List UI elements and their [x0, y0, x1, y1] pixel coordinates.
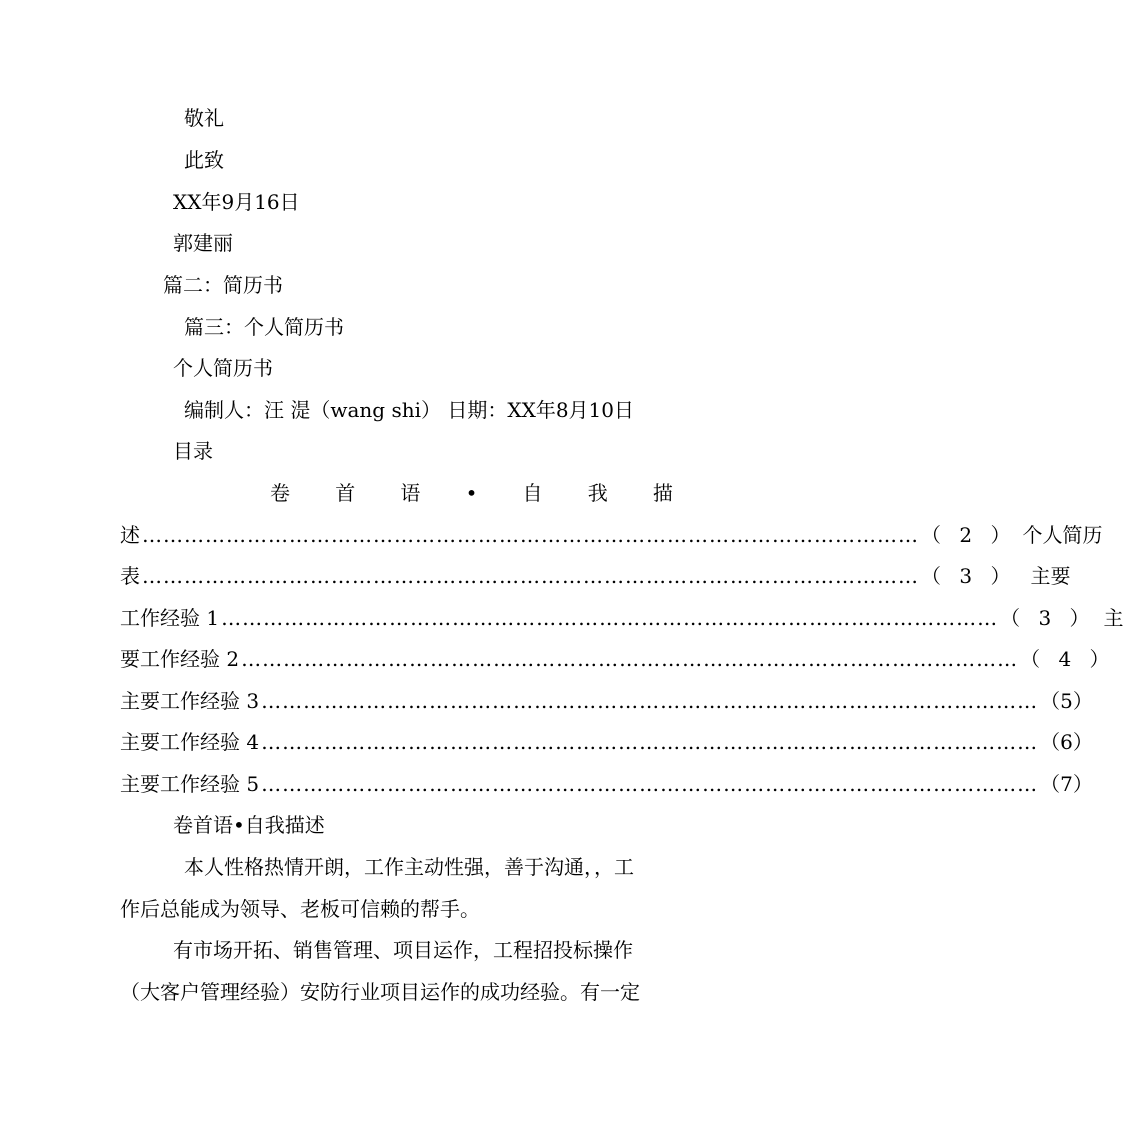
- toc-leader-dots: …………………………………………………………………………………………………: [261, 730, 1039, 754]
- toc-page-number: （ 2 ）: [921, 523, 1017, 547]
- toc-page-number: （7）: [1040, 772, 1093, 796]
- toc-leader-dots: …………………………………………………………………………………………………: [221, 606, 999, 630]
- contents-heading: 目录: [173, 439, 213, 463]
- toc-line-4: [120, 605, 1124, 631]
- closing-salute: 此致: [184, 148, 224, 172]
- toc-line-1: [270, 480, 673, 506]
- toc-page-number: （ 3 ）: [1000, 606, 1096, 630]
- paragraph-line: （大客户管理经验）安防行业项目运作的成功经验。有一定: [120, 980, 640, 1004]
- toc-entry-text: 个人简历: [1022, 523, 1103, 547]
- toc-entry-text: 述: [120, 523, 140, 547]
- toc-line-6: [120, 688, 1093, 714]
- toc-entry-text: 主要工作经验 3: [120, 689, 260, 713]
- toc-entry-text: 主要: [1030, 564, 1071, 588]
- toc-word: 我: [587, 481, 608, 505]
- toc-line-2: [120, 522, 1103, 548]
- toc-line-7: [120, 729, 1093, 755]
- toc-word: 首: [335, 481, 356, 505]
- toc-leader-dots: …………………………………………………………………………………………………: [261, 772, 1039, 796]
- toc-entry-text: 要工作经验 2: [120, 647, 240, 671]
- paragraph-line: 有市场开拓、销售管理、项目运作，工程招投标操作: [173, 938, 633, 962]
- toc-line-8: [120, 771, 1093, 797]
- toc-leader-dots: …………………………………………………………………………………………………: [142, 523, 919, 547]
- toc-entry-text: 主: [1103, 606, 1124, 630]
- toc-entry-text: 主要工作经验 4: [120, 730, 260, 754]
- toc-page-number: （ 3 ）: [921, 564, 1017, 588]
- letter-date: XX年9月16日: [173, 190, 300, 214]
- toc-page-number: （ 4 ）: [1020, 647, 1116, 671]
- toc-word: 描: [652, 481, 673, 505]
- toc-word: 卷: [270, 481, 290, 505]
- paragraph-line: 作后总能成为领导、老板可信赖的帮手。: [120, 897, 480, 921]
- resume-author-line: 编制人：汪 湜（wang shi） 日期：XX年8月10日: [184, 398, 634, 422]
- toc-word: 语: [400, 481, 421, 505]
- paragraph-line: 本人性格热情开朗，工作主动性强，善于沟通，，工: [184, 855, 634, 879]
- resume-title: 个人简历书: [173, 356, 273, 380]
- toc-entry-text: 表: [120, 564, 140, 588]
- preface-heading: 卷首语•自我描述: [173, 813, 325, 837]
- section-heading-part2: 篇二：简历书: [163, 273, 283, 297]
- toc-entry-text: 主要工作经验 5: [120, 772, 260, 796]
- toc-entry-text: 工作经验 1: [120, 606, 220, 630]
- toc-leader-dots: …………………………………………………………………………………………………: [261, 689, 1039, 713]
- toc-page-number: （6）: [1040, 730, 1093, 754]
- section-heading-part3: 篇三：个人简历书: [184, 315, 344, 339]
- toc-line-3: [120, 563, 1071, 589]
- toc-leader-dots: …………………………………………………………………………………………………: [142, 564, 919, 588]
- toc-word: 自: [522, 481, 543, 505]
- toc-page-number: （5）: [1040, 689, 1093, 713]
- toc-line-5: [120, 646, 1116, 672]
- closing-regards: 敬礼: [184, 106, 224, 130]
- letter-signature: 郭建丽: [173, 231, 233, 255]
- toc-leader-dots: …………………………………………………………………………………………………: [241, 647, 1019, 671]
- toc-word: •: [465, 481, 478, 505]
